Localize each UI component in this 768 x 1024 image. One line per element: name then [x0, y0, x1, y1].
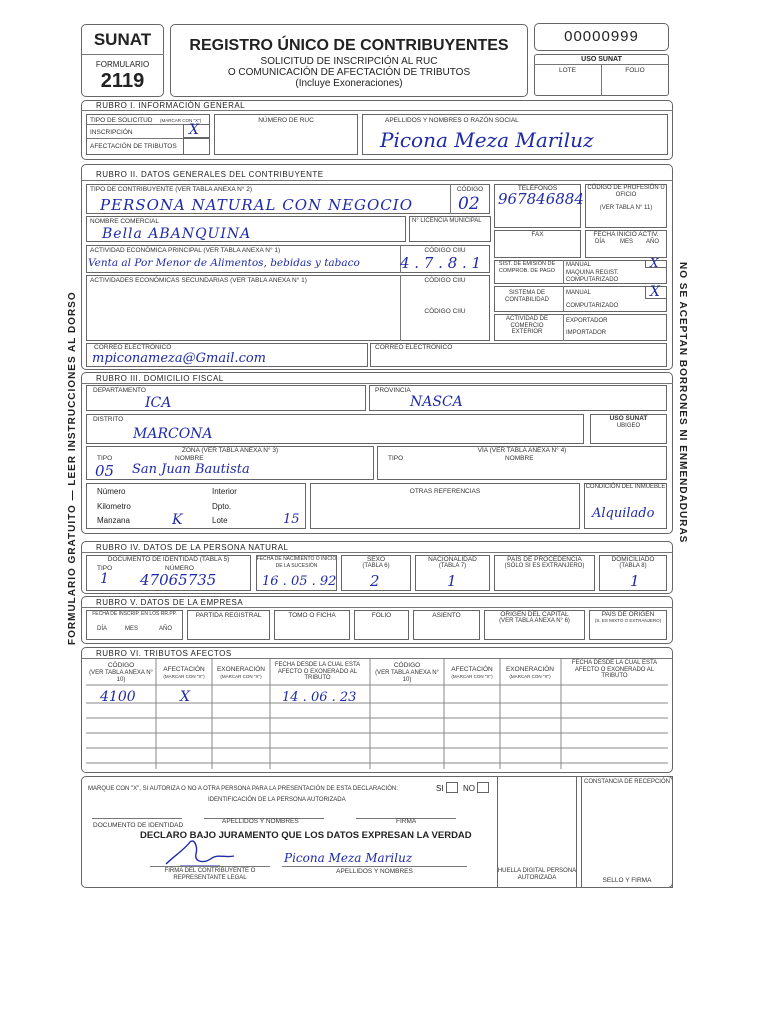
telefono-value: 967846884	[498, 190, 584, 208]
rubro4-title: RUBRO IV. DATOS DE LA PERSONA NATURAL	[96, 543, 289, 552]
tributo-afect-value: X	[180, 689, 190, 705]
doc-tipo-value: 1	[100, 571, 109, 587]
lote-label: LOTE	[559, 67, 576, 74]
tipo-contribuyente-value: PERSONA NATURAL CON NEGOCIO	[100, 196, 413, 214]
nacionalidad-value: 1	[447, 572, 457, 590]
provincia-value: NASCA	[410, 394, 463, 410]
correo-value: mpiconameza@Gmail.com	[92, 351, 267, 366]
right-side-text: NO SE ACEPTAN BORRONES NI ENMENDADURAS	[677, 262, 688, 544]
rubro2-title: RUBRO II. DATOS GENERALES DEL CONTRIBUYENTE	[96, 170, 324, 179]
nombre-comercial-value: Bella ABANQUINA	[102, 226, 252, 242]
tributo-fecha-value: 14 . 06 . 23	[282, 690, 357, 705]
emision-mark: X	[650, 256, 659, 270]
rubro6-title: RUBRO VI. TRIBUTOS AFECTOS	[96, 649, 232, 658]
departamento-value: ICA	[145, 395, 172, 411]
rubro1-title: RUBRO I. INFORMACIÓN GENERAL	[96, 101, 246, 110]
rubro5-title: RUBRO V. DATOS DE LA EMPRESA	[96, 598, 244, 607]
folio-label: FOLIO	[625, 67, 645, 74]
serial-number: 00000999	[564, 28, 639, 45]
tipo-contribuyente-code: 02	[458, 194, 480, 214]
form-title: REGISTRO ÚNICO DE CONTRIBUYENTES	[189, 37, 509, 54]
lote-value: 15	[283, 512, 300, 527]
form-subtitle-3: (Incluye Exoneraciones)	[295, 78, 403, 89]
razon-social-value: Picona Meza Mariluz	[380, 128, 594, 152]
sunat-logo: SUNAT	[93, 30, 152, 49]
form-subtitle-1: SOLICITUD DE INSCRIPCIÓN AL RUC	[260, 56, 438, 67]
zona-nombre-value: San Juan Bautista	[132, 462, 250, 477]
contabilidad-mark: X	[650, 284, 660, 300]
tributos-grid	[81, 647, 673, 773]
condicion-value: Alquilado	[592, 506, 655, 521]
declaracion-jurada: DECLARO BAJO JURAMENTO QUE LOS DATOS EXPRESAN LA VERDAD	[140, 830, 472, 841]
inscripcion-mark: X	[189, 122, 199, 138]
sexo-value: 2	[370, 572, 380, 590]
doc-numero-value: 47065735	[140, 571, 217, 589]
form-number: 2119	[100, 70, 145, 92]
afectacion-checkbox[interactable]	[183, 138, 210, 155]
rubro3-title: RUBRO III. DOMICILIO FISCAL	[96, 374, 224, 383]
uso-sunat-label: USO SUNAT	[581, 56, 622, 63]
distrito-value: MARCONA	[133, 426, 213, 442]
signer-name: Picona Meza Mariluz	[284, 851, 413, 865]
autoriza-si-checkbox[interactable]	[446, 782, 458, 793]
domiciliado-value: 1	[630, 572, 640, 590]
tributo-codigo-value: 4100	[100, 689, 136, 705]
signature-image	[160, 836, 240, 870]
autoriza-no-checkbox[interactable]	[477, 782, 489, 793]
actividad-principal-value: Venta al Por Menor de Alimentos, bebidas y tabaco	[88, 257, 360, 269]
ciiu-value: 4 . 7 . 8 . 1	[400, 254, 482, 272]
form-label: FORMULARIO	[95, 60, 150, 69]
manzana-value: K	[172, 512, 183, 528]
form-subtitle-2: O COMUNICACIÓN DE AFECTACIÓN DE TRIBUTOS	[227, 67, 471, 78]
left-side-text: FORMULARIO GRATUITO — LEER INSTRUCCIONES AL DORSO	[67, 291, 78, 645]
fecha-nacimiento-value: 16 . 05 . 92	[262, 574, 337, 589]
zona-tipo-value: 05	[95, 462, 115, 480]
